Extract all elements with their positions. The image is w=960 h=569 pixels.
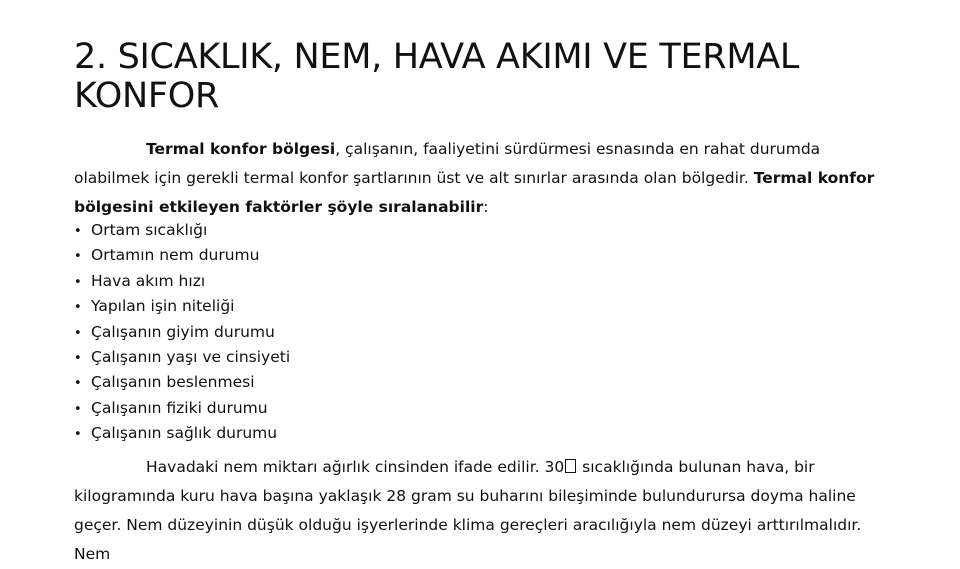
list-item-label: Çalışanın sağlık durumu [91,424,278,443]
list-item-label: Ortamın nem durumu [91,246,260,265]
bullet-icon: • [74,249,82,265]
bullet-icon: • [74,427,82,443]
bullet-icon: • [74,325,82,341]
bold-term-thermal-comfort-zone: Termal konfor bölgesi [146,140,336,158]
bullet-icon: • [74,376,82,392]
missing-degree-glyph-icon [565,459,576,473]
list-item-label: Çalışanın fiziki durumu [91,398,268,417]
list-item [74,294,290,319]
paragraph-humidity [74,453,894,569]
list-item-label: Yapılan işin niteliği [91,297,235,316]
list-item [74,370,290,395]
paragraph-colon: : [483,198,489,216]
list-item-label: Hava akım hızı [91,271,206,290]
bullet-icon: • [74,224,82,239]
bullet-icon: • [74,300,82,316]
list-item [74,269,290,294]
list-item [74,320,290,345]
slide-title: 2. SICAKLIK, NEM, HAVA AKIMI VE TERMAL KONFOR [74,37,800,116]
list-item [74,218,290,243]
factor-list [74,218,290,447]
bullet-icon: • [74,401,82,417]
list-item [74,243,290,268]
paragraph-text: sıcaklığında bulunan hava, bir kilogramında kuru hava başına yaklaşık 28 gram su buharını bileşiminde bulundurursa doyma haline geçer. Nem düzeyinin düşük olduğu işyerlerinde klima gereçleri aracılığıyla nem düzeyi arttırılmalıdır. Nem [74,458,862,563]
list-item [74,421,290,446]
paragraph-text: , çalışanın, faaliyetini sürdürmesi esnasında en rahat durumda olabilmek için gerekli termal konfor şartlarının üst ve alt sınırlar arasında olan bölgedir. [74,140,821,187]
list-item-label: Çalışanın yaşı ve cinsiyeti [91,347,291,366]
list-item-label: Çalışanın beslenmesi [91,373,255,392]
list-item-label: Çalışanın giyim durumu [91,322,275,341]
paragraph-text: Havadaki nem miktarı ağırlık cinsinden ifade edilir. 30 [146,458,565,476]
bold-factors-heading: Termal konfor bölgesini etkileyen faktörler şöyle sıralanabilir [74,169,875,216]
list-item [74,396,290,421]
bullet-icon: • [74,350,82,366]
bullet-icon: • [74,274,82,290]
list-item [74,345,290,370]
list-item-label: Ortam sıcaklığı [91,221,208,239]
paragraph-thermal-comfort [74,135,894,222]
